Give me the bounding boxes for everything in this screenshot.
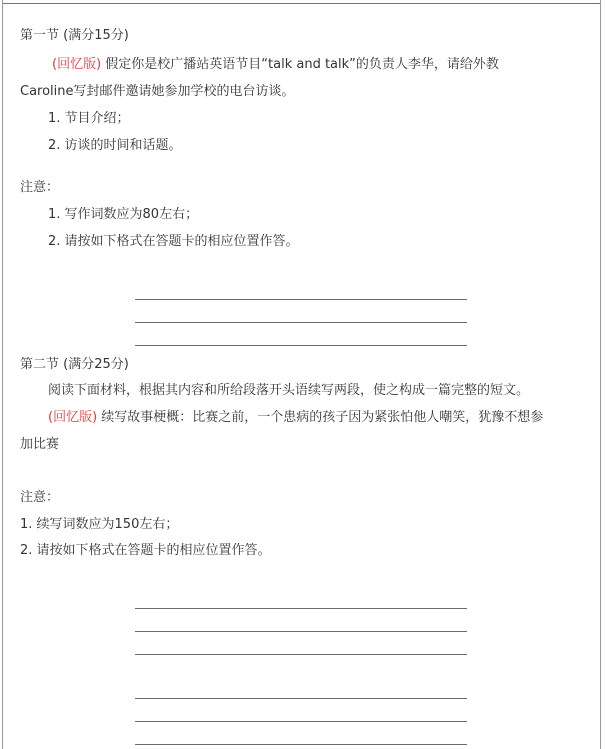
section1-heading: 第一节 (满分15分) <box>20 28 129 43</box>
section1-prompt-line1 <box>52 56 499 74</box>
section1-prompt-line2: Caroline写封邮件邀请她参加学校的电台访谈。 <box>20 84 295 99</box>
section1-prompt-text: 假定你是校广播站英语节目“talk and talk”的负责人李华，请给外教 <box>101 57 499 72</box>
section2-note-2: 2. 请按如下格式在答题卡的相应位置作答。 <box>20 543 271 558</box>
section2-prompt-tag: (回忆版) <box>48 410 98 425</box>
answer-line <box>135 721 467 722</box>
answer-line <box>135 654 467 655</box>
section2-prompt-line2: 加比赛 <box>20 437 60 452</box>
section2-heading: 第二节 (满分25分) <box>20 357 129 372</box>
answer-line <box>135 744 467 745</box>
top-divider <box>3 3 600 4</box>
section1-point-1: 1. 节目介绍； <box>48 111 130 126</box>
answer-line <box>135 608 467 609</box>
answer-line <box>135 299 467 300</box>
answer-line <box>135 345 467 346</box>
answer-line <box>135 322 467 323</box>
answer-line <box>135 698 467 699</box>
section2-prompt-text: 续写故事梗概：比赛之前，一个患病的孩子因为紧张怕他人嘲笑，犹豫不想参 <box>97 410 544 425</box>
section1-point-2: 2. 访谈的时间和话题。 <box>48 138 182 153</box>
section2-note-label: 注意： <box>20 490 60 505</box>
section1-note-2: 2. 请按如下格式在答题卡的相应位置作答。 <box>48 234 299 249</box>
section2-note-1: 1. 续写词数应为150左右； <box>20 517 179 532</box>
section1-note-1: 1. 写作词数应为80左右； <box>48 207 199 222</box>
answer-line <box>135 631 467 632</box>
section1-note-label: 注意： <box>20 180 60 195</box>
section1-prompt-tag: (回忆版) <box>52 57 102 72</box>
section2-instruction: 阅读下面材料，根据其内容和所给段落开头语续写两段，使之构成一篇完整的短文。 <box>48 383 530 398</box>
section2-prompt-line1 <box>48 409 543 427</box>
